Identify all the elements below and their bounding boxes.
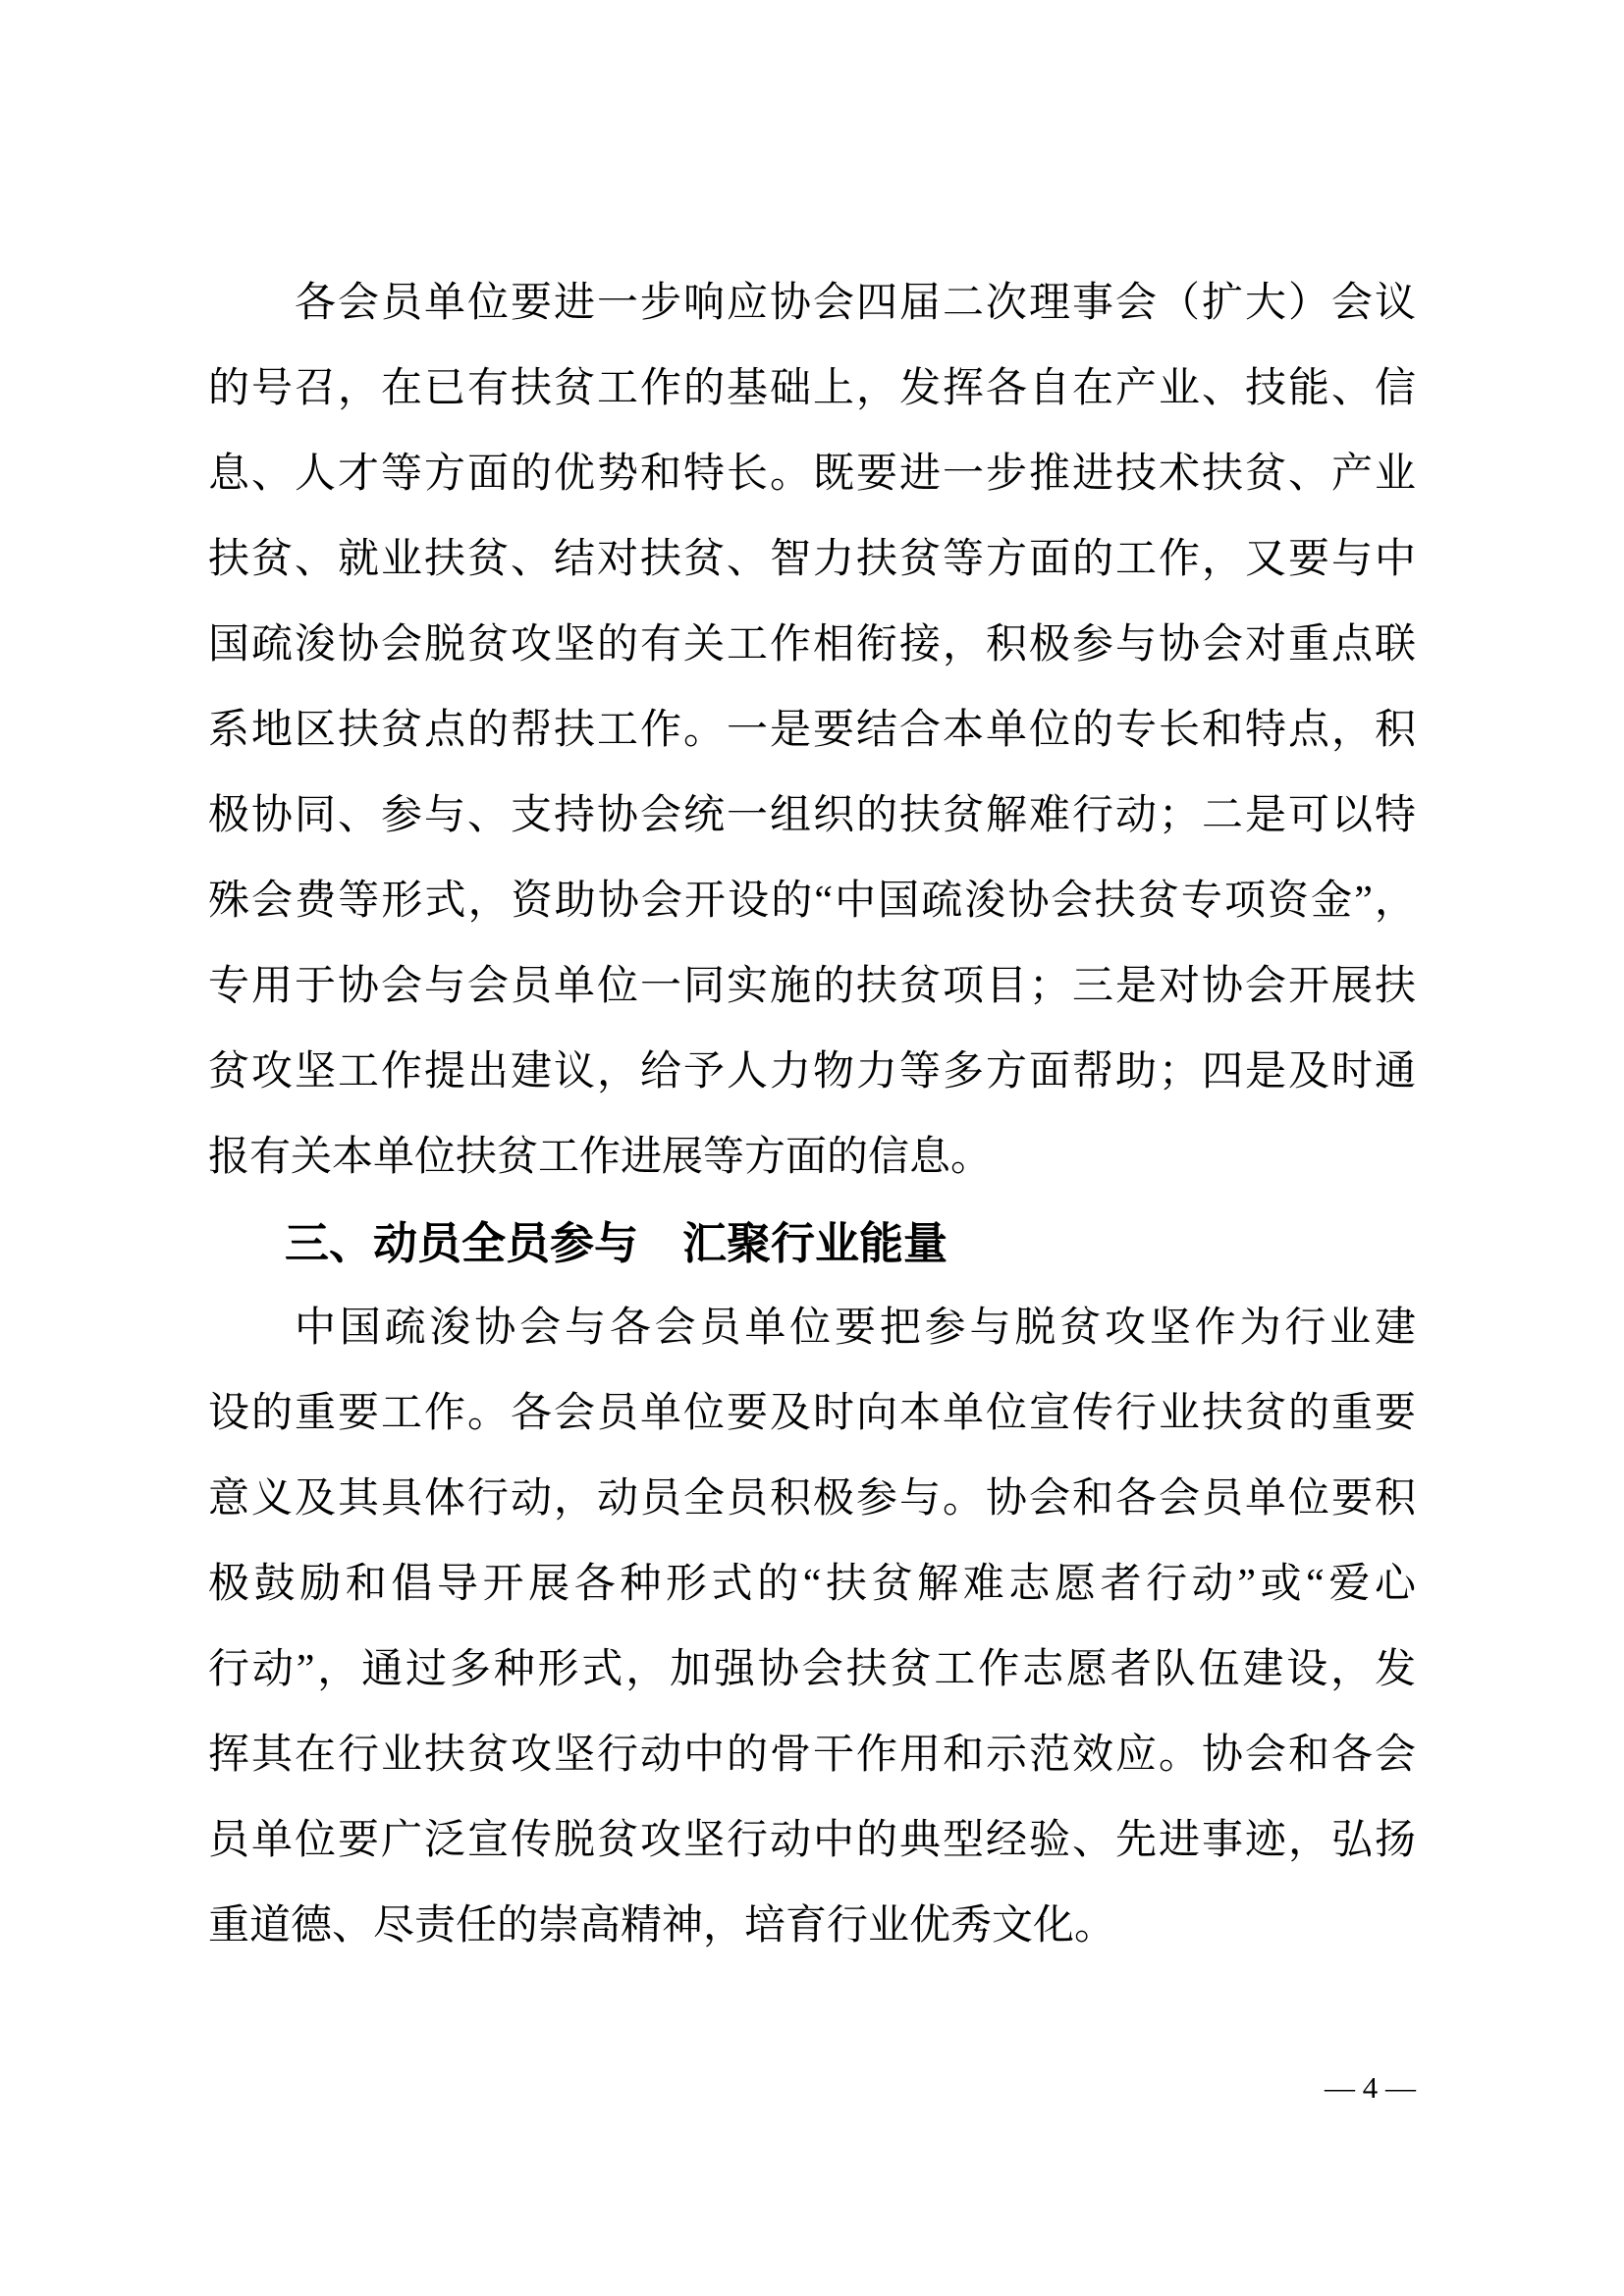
paragraph-2-line: 重道德、尽责任的崇高精神，培育行业优秀文化。 (208, 1903, 1116, 1949)
paragraph-1-line: 扶贫、就业扶贫、结对扶贫、智力扶贫等方面的工作，又要与中 (208, 537, 1416, 582)
paragraph-2-line: 意义及其具体行动，动员全员积极参与。协会和各会员单位要积 (208, 1476, 1416, 1522)
page-number: — 4 — (1325, 2070, 1416, 2105)
paragraph-2-line: 挥其在行业扶贫攻坚行动中的骨干作用和示范效应。协会和各会 (208, 1733, 1416, 1778)
paragraph-1-line: 系地区扶贫点的帮扶工作。一是要结合本单位的专长和特点，积 (208, 708, 1416, 753)
paragraph-2-line: 设的重要工作。各会员单位要及时向本单位宣传行业扶贫的重要 (208, 1391, 1416, 1436)
paragraph-1-line: 贫攻坚工作提出建议，给予人力物力等多方面帮助；四是及时通 (208, 1049, 1416, 1095)
paragraph-1-line: 专用于协会与会员单位一同实施的扶贫项目；三是对协会开展扶 (208, 964, 1416, 1009)
paragraph-2-line: 行动”，通过多种形式，加强协会扶贫工作志愿者队伍建设，发 (208, 1647, 1416, 1692)
paragraph-1-line: 殊会费等形式，资助协会开设的“中国疏浚协会扶贫专项资金”， (208, 879, 1416, 924)
paragraph-2-line: 员单位要广泛宣传脱贫攻坚行动中的典型经验、先进事迹，弘扬 (208, 1818, 1416, 1863)
section-heading: 三、动员全员参与 汇聚行业能量 (285, 1218, 948, 1268)
paragraph-1-line: 息、人才等方面的优势和特长。既要进一步推进技术扶贫、产业 (208, 452, 1416, 497)
paragraph-1-line: 极协同、参与、支持协会统一组织的扶贫解难行动；二是可以特 (208, 793, 1416, 838)
paragraph-2-line: 中国疏浚协会与各会员单位要把参与脱贫攻坚作为行业建 (295, 1306, 1416, 1351)
paragraph-1-line: 各会员单位要进一步响应协会四届二次理事会（扩大）会议 (295, 281, 1416, 326)
paragraph-1-line: 报有关本单位扶贫工作进展等方面的信息。 (208, 1135, 993, 1180)
page-footer (208, 2062, 1416, 2113)
document-body (208, 261, 1416, 1969)
paragraph-1-line: 的号召，在已有扶贫工作的基础上，发挥各自在产业、技能、信 (208, 366, 1416, 411)
paragraph-2-line: 极鼓励和倡导开展各种形式的“扶贫解难志愿者行动”或“爱心 (208, 1562, 1416, 1607)
paragraph-1-line: 国疏浚协会脱贫攻坚的有关工作相衔接，积极参与协会对重点联 (208, 622, 1416, 667)
